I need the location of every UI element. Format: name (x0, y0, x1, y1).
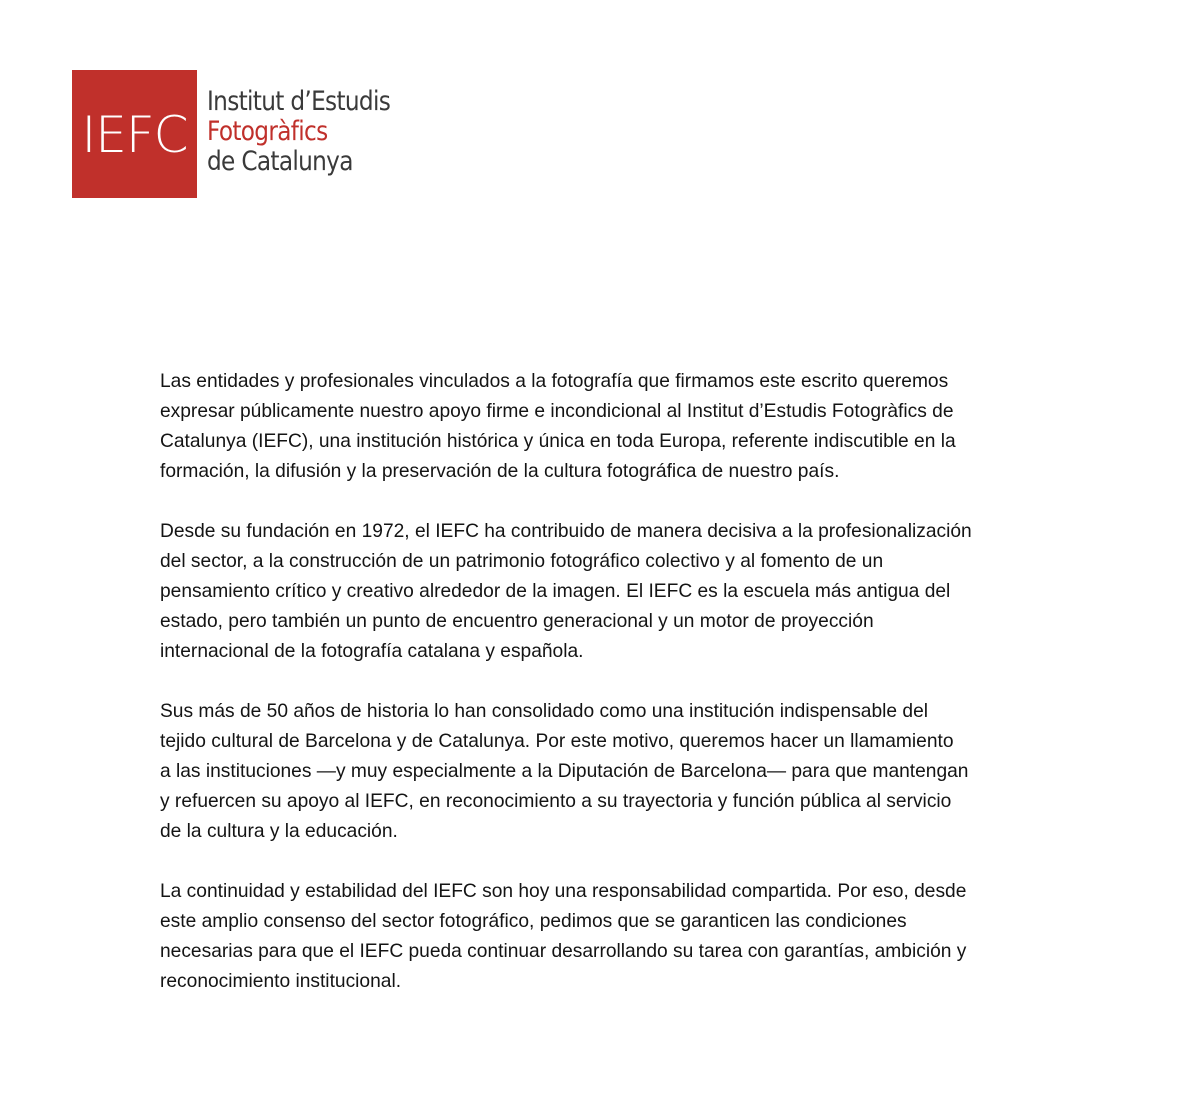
logo-mark (72, 70, 197, 198)
paragraph-support (160, 367, 1050, 487)
text-line: reconocimiento institucional. (160, 971, 402, 992)
support-letter (160, 367, 1050, 1027)
text-line: Sus más de 50 años de historia lo han consolidado como una institución indispensable del (160, 701, 928, 722)
paragraph-appeal (160, 697, 1050, 847)
text-line: de la cultura y la educación. (160, 821, 398, 842)
text-line: este amplio consenso del sector fotográfico, pedimos que se garanticen las condiciones (160, 911, 907, 932)
paragraph-history (160, 517, 1050, 667)
logo-mark-text: IEFC (81, 106, 188, 164)
text-line: Catalunya (IEFC), una institución histórica y única en toda Europa, referente indiscutible en la (160, 431, 956, 452)
logo-line-catalunya: de Catalunya (207, 146, 353, 177)
text-line: Desde su fundación en 1972, el IEFC ha contribuido de manera decisiva a la profesionalización (160, 521, 972, 542)
paragraph-continuity (160, 877, 1050, 997)
text-line: internacional de la fotografía catalana y española. (160, 641, 584, 662)
text-line: expresar públicamente nuestro apoyo firme e incondicional al Institut d’Estudis Fotogràfics de (160, 401, 954, 422)
text-line: La continuidad y estabilidad del IEFC son hoy una responsabilidad compartida. Por eso, desde (160, 881, 967, 902)
text-line: y refuercen su apoyo al IEFC, en reconocimiento a su trayectoria y función pública al servicio (160, 791, 952, 812)
text-line: Las entidades y profesionales vinculados a la fotografía que firmamos este escrito queremos (160, 371, 949, 392)
text-line: pensamiento crítico y creativo alrededor de la imagen. El IEFC es la escuela más antigua del (160, 581, 951, 602)
text-line: formación, la difusión y la preservación de la cultura fotográfica de nuestro país. (160, 461, 840, 482)
text-line: necesarias para que el IEFC pueda continuar desarrollando su tarea con garantías, ambición y (160, 941, 967, 962)
text-line: del sector, a la construcción de un patrimonio fotográfico colectivo y al fomento de un (160, 551, 884, 572)
iefc-logo (72, 70, 420, 198)
text-line: a las instituciones —y muy especialmente a la Diputación de Barcelona— para que mantengan (160, 761, 969, 782)
logo-line-fotografics: Fotogràfics (207, 116, 328, 147)
text-line: tejido cultural de Barcelona y de Catalunya. Por este motivo, queremos hacer un llamamiento (160, 731, 954, 752)
text-line: estado, pero también un punto de encuentro generacional y un motor de proyección (160, 611, 874, 632)
logo-line-institut: Institut d’Estudis (207, 86, 391, 117)
logo-wordmark (207, 87, 390, 177)
